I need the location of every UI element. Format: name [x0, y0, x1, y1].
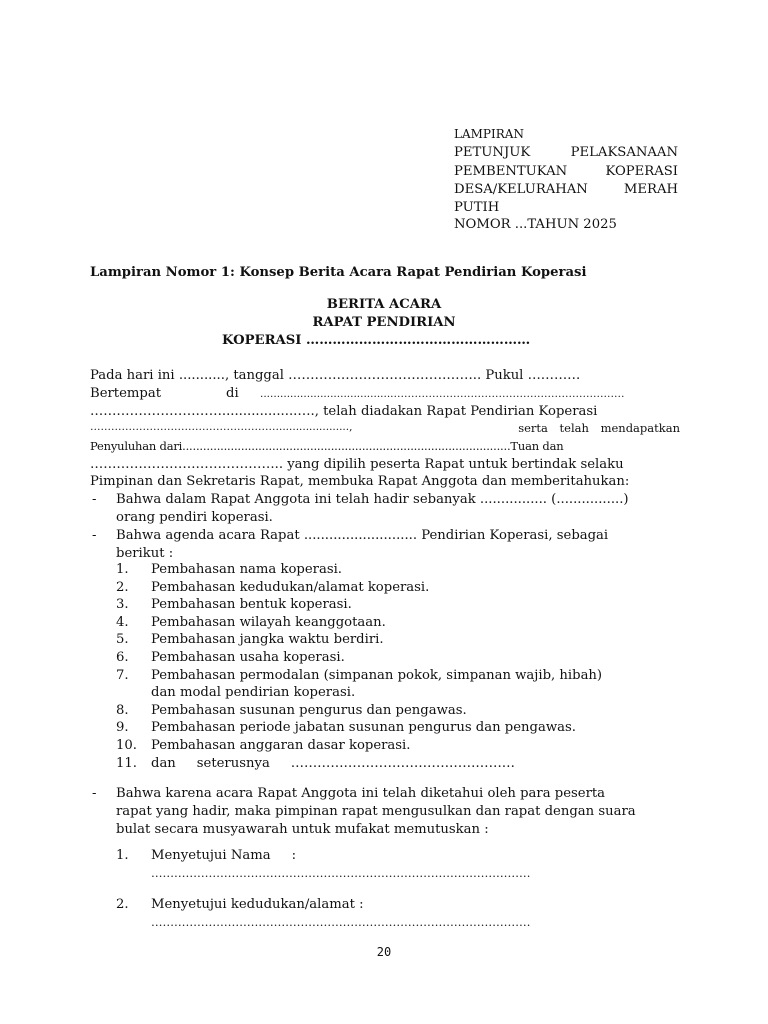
- title-rapat-pendirian: RAPAT PENDIRIAN: [312, 315, 456, 330]
- list-text: Pembahasan wilayah keanggotaan.: [151, 614, 386, 630]
- list-item: [116, 738, 411, 753]
- list-item: [116, 597, 352, 612]
- dash2-line-1: Bahwa agenda acara Rapat ........................... Pendirian Koperasi, sebagai: [116, 528, 609, 543]
- dash2-line-2: berikut :: [116, 546, 174, 561]
- bertempat-dots: ........................................…………………………………………………………: [260, 388, 625, 400]
- decision-label: Menyetujui Nama :: [151, 848, 297, 863]
- dash3-line-1: Bahwa karena acara Rapat Anggota ini telah diketahui oleh para peserta: [116, 786, 606, 801]
- doc-heading: Lampiran Nomor 1: Konsep Berita Acara Rapat Pendirian Koperasi: [90, 265, 587, 280]
- list-number: 1.: [116, 562, 129, 577]
- title-berita-acara: BERITA ACARA: [326, 297, 442, 312]
- header-word: PELAKSANAAN: [570, 145, 678, 160]
- body-dots: ……………………………………………….....................,: [90, 421, 353, 433]
- list-number: 6.: [116, 650, 129, 665]
- list-text: Pembahasan permodalan (simpanan pokok, simpanan wajib, hibah): [151, 667, 603, 683]
- body-text: serta telah mendapatkan: [518, 421, 680, 435]
- list-number: 10.: [116, 738, 137, 753]
- list-number: 11.: [116, 756, 137, 771]
- list-number: 2.: [116, 579, 129, 595]
- list-text: Pembahasan susunan pengurus dan pengawas.: [151, 702, 467, 718]
- body-line-5: Penyuluhan dari...............................................................................................Tuan dan: [90, 439, 564, 453]
- list-item: [116, 650, 345, 665]
- list-text: Pembahasan anggaran dasar koperasi.: [151, 738, 411, 753]
- list-number: 5.: [116, 632, 129, 647]
- list-text: Pembahasan jangka waktu berdiri.: [151, 632, 384, 647]
- body-line-4: [90, 421, 680, 435]
- body-line-7: Pimpinan dan Sekretaris Rapat, membuka Rapat Anggota dan memberitahukan:: [90, 474, 630, 489]
- header-word: MERAH: [623, 182, 678, 197]
- list-item: [116, 702, 467, 718]
- decision-number: 2.: [116, 897, 129, 912]
- list-number: 3.: [116, 597, 129, 612]
- list-number: 9.: [116, 720, 129, 735]
- header-word: DESA/KELURAHAN: [454, 182, 588, 197]
- body-line-2: [90, 386, 660, 401]
- body-line-3: …………………………..................…., telah diadakan Rapat Pendirian Koperasi: [90, 404, 598, 419]
- list-item: [116, 667, 603, 683]
- decision-dots: ………………………………………………………………………………………: [151, 866, 531, 880]
- header-line-6: NOMOR ...TAHUN 2025: [454, 217, 617, 232]
- header-line-3: [454, 164, 678, 179]
- dash-marker: -: [92, 786, 97, 801]
- header-word: KOPERASI: [605, 164, 678, 179]
- body-line-1: Pada hari ini ..........., tanggal …………………………………….. Pukul …………: [90, 368, 581, 383]
- header-line-2: [454, 145, 678, 160]
- list-number: 7.: [116, 667, 129, 683]
- list-item: [116, 632, 384, 647]
- page-number: 20: [376, 945, 392, 959]
- list-number: 8.: [116, 702, 129, 718]
- list-item: [116, 562, 342, 577]
- list-number: 4.: [116, 614, 129, 630]
- list-text: dan seterusnya ……………………………………………: [151, 756, 515, 771]
- decision-label: Menyetujui kedudukan/alamat :: [151, 897, 364, 912]
- list-text: Pembahasan kedudukan/alamat koperasi.: [151, 579, 430, 595]
- header-word: PEMBENTUKAN: [454, 164, 568, 179]
- title-koperasi: KOPERASI ……………………………………………: [222, 333, 531, 348]
- decision-number: 1.: [116, 848, 129, 863]
- list-item: [116, 579, 430, 595]
- dash1-line-1: Bahwa dalam Rapat Anggota ini telah hadir sebanyak ................ (................): [116, 492, 629, 507]
- list-text: dan modal pendirian koperasi.: [151, 685, 356, 700]
- list-item: [116, 756, 515, 771]
- list-item: [116, 614, 386, 630]
- list-text: Pembahasan bentuk koperasi.: [151, 597, 352, 612]
- header-line-4: [454, 182, 678, 197]
- di-label: di: [226, 386, 239, 401]
- header-line-5: PUTIH: [454, 200, 500, 215]
- list-text: Pembahasan usaha koperasi.: [151, 650, 345, 665]
- dash-marker: -: [92, 528, 97, 543]
- dash-marker: -: [92, 492, 97, 507]
- decision-dots: ………………………………………………………………………………………: [151, 915, 531, 929]
- header-word: PETUNJUK: [454, 145, 531, 160]
- list-text: Pembahasan nama koperasi.: [151, 562, 342, 577]
- header-lampiran: LAMPIRAN: [454, 127, 524, 141]
- dash3-line-2: rapat yang hadir, maka pimpinan rapat mengusulkan dan rapat dengan suara: [116, 804, 636, 819]
- list-item: [116, 720, 576, 735]
- body-line-6: …………………………………….. yang dipilih peserta Rapat untuk bertindak selaku: [90, 457, 624, 472]
- dash1-line-2: orang pendiri koperasi.: [116, 510, 273, 525]
- bertempat-label: Bertempat: [90, 386, 162, 401]
- list-text: Pembahasan periode jabatan susunan pengurus dan pengawas.: [151, 720, 576, 735]
- dash3-line-3: bulat secara musyawarah untuk mufakat memutuskan :: [116, 822, 489, 837]
